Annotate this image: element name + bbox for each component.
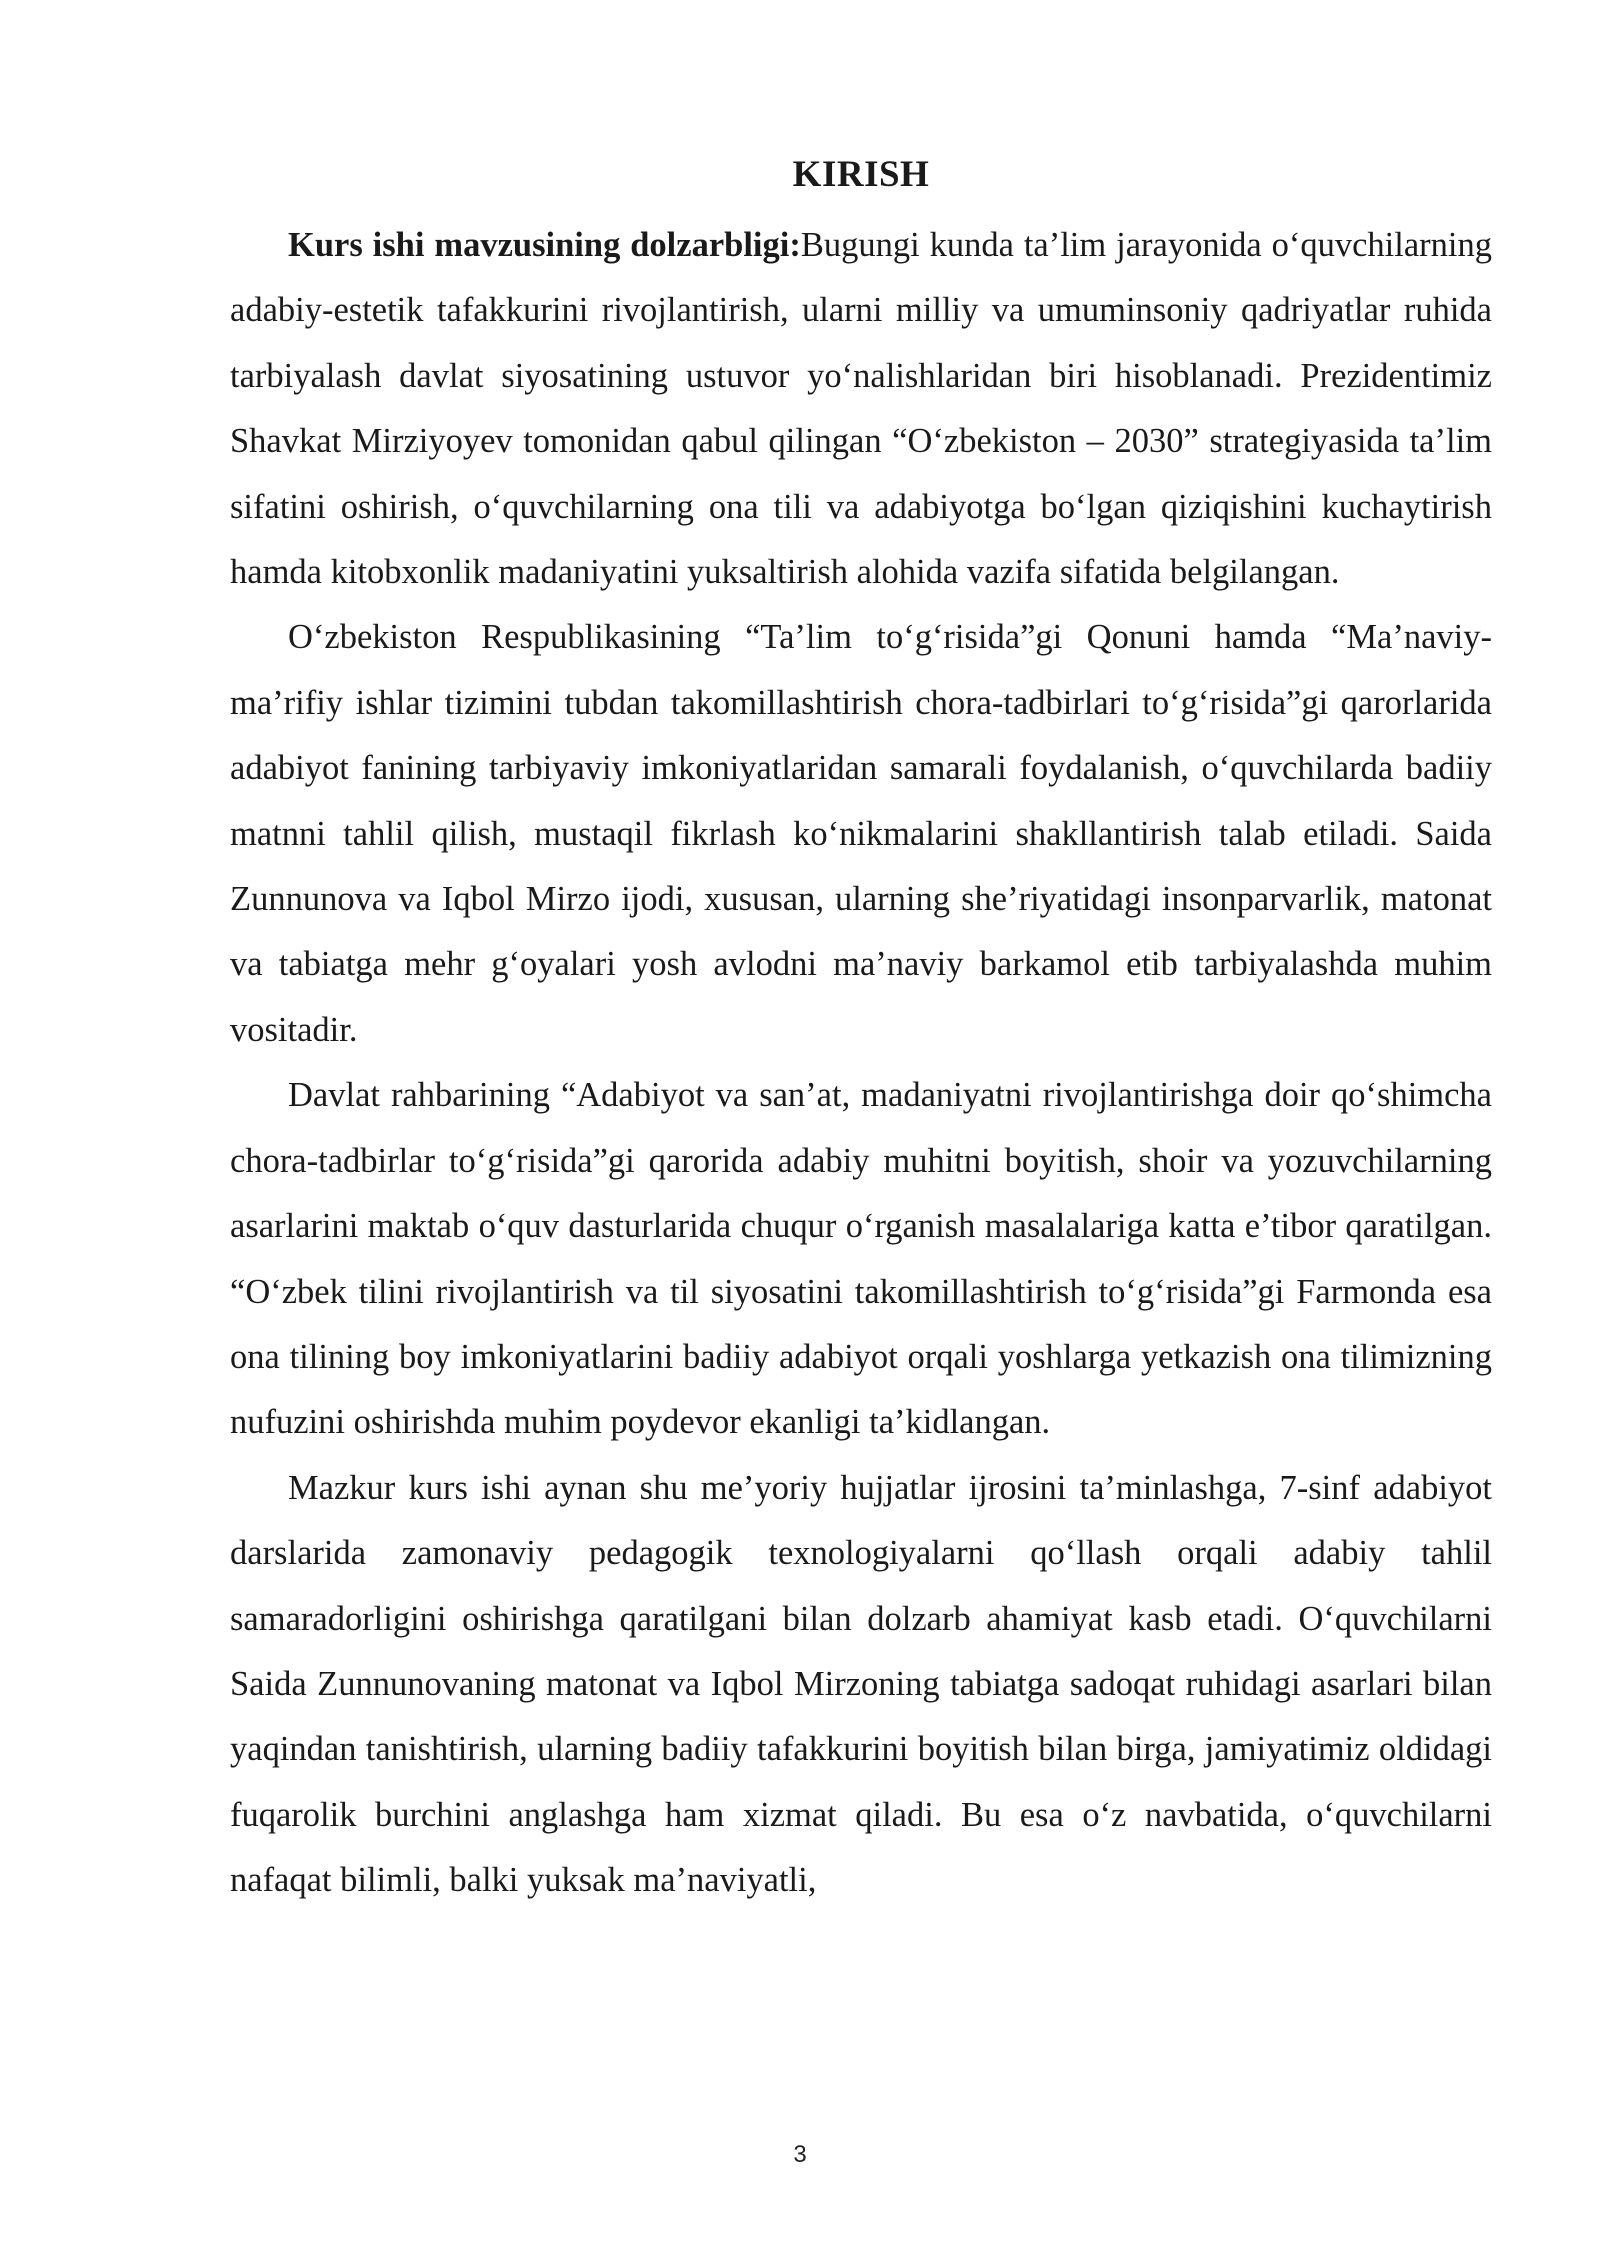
paragraph-text: O‘zbekiston Respublikasining “Ta’lim to‘g‘risida”gi Qonuni hamda “Ma’naviy-ma’rifiy ishlar tizimini tubdan takomillashtirish chora-tadbirlari to‘g‘risida”gi qarorlarida adabiyot fanining tarbiyaviy imkoniyatlaridan samarali foydalanish, o‘quvchilarda badiiy matnni tahlil qilish, mustaqil fikrlash ko‘nikmalarini shakllantirish talab etiladi. Saida Zunnunova va Iqbol Mirzo ijodi, xususan, ularning she’riyatidagi insonparvarlik, matonat va tabiatga mehr g‘oyalari yosh avlodni ma’naviy barkamol etib tarbiyalashda muhim vositadir.	[230, 618, 1492, 1049]
page-number: 3	[793, 2141, 807, 2168]
paragraph-text: Davlat rahbarining “Adabiyot va san’at, madaniyatni rivojlantirishga doir qo‘shimcha chora-tadbirlar to‘g‘risida”gi qarorida adabiy muhitni boyitish, shoir va yozuvchilarning asarlarini maktab o‘quv dasturlarida chuqur o‘rganish masalalariga katta e’tibor qaratilgan. “O‘zbek tilini rivojlantirish va til siyosatini takomillashtirish to‘g‘risida”gi Farmonda esa ona tilining boy imkoniyatlarini badiiy adabiyot orqali yoshlarga yetkazish ona tilimizning nufuzini oshirishda muhim poydevor ekanligi ta’kidlangan.	[230, 1076, 1492, 1442]
paragraph-relevance	[230, 213, 1492, 605]
section-title: KIRISH	[792, 154, 930, 195]
document-body	[230, 148, 1492, 1914]
paragraph-text: Bugungi kunda ta’lim jarayonida o‘quvchilarning adabiy-estetik tafakkurini rivojlantirish, ularni milliy va umuminsoniy qadriyatlar ruhida tarbiyalash davlat siyosatining ustuvor yo‘nalishlaridan biri hisoblanadi. Prezidentimiz Shavkat Mirziyoyev tomonidan qabul qilingan “O‘zbekiston – 2030” strategiyasida ta’lim sifatini oshirish, o‘quvchilarning ona tili va adabiyotga bo‘lgan qiziqishini kuchaytirish hamda kitobxonlik madaniyatini yuksaltirish alohida vazifa sifatida belgilangan.	[230, 226, 1492, 592]
paragraph-text: Mazkur kurs ishi aynan shu me’yoriy hujjatlar ijrosini ta’minlashga, 7-sinf adabiyot darslarida zamonaviy pedagogik texnologiyalarni qo‘llash orqali adabiy tahlil samaradorligini oshirishga qaratilgani bilan dolzarb ahamiyat kasb etadi. O‘quvchilarni Saida Zunnunovaning matonat va Iqbol Mirzoning tabiatga sadoqat ruhidagi asarlari bilan yaqindan tanishtirish, ularning badiiy tafakkurini boyitish bilan birga, jamiyatimiz oldidagi fuqarolik burchini anglashga ham xizmat qiladi. Bu esa o‘z navbatida, o‘quvchilarni nafaqat bilimli, balki yuksak ma’naviyatli,	[230, 1468, 1492, 1900]
paragraph-laws	[230, 605, 1492, 1063]
paragraph-decrees	[230, 1063, 1492, 1455]
paragraph-lead-bold: Kurs ishi mavzusining dolzarbligi:	[288, 226, 801, 264]
paragraph-course-work	[230, 1456, 1492, 1914]
